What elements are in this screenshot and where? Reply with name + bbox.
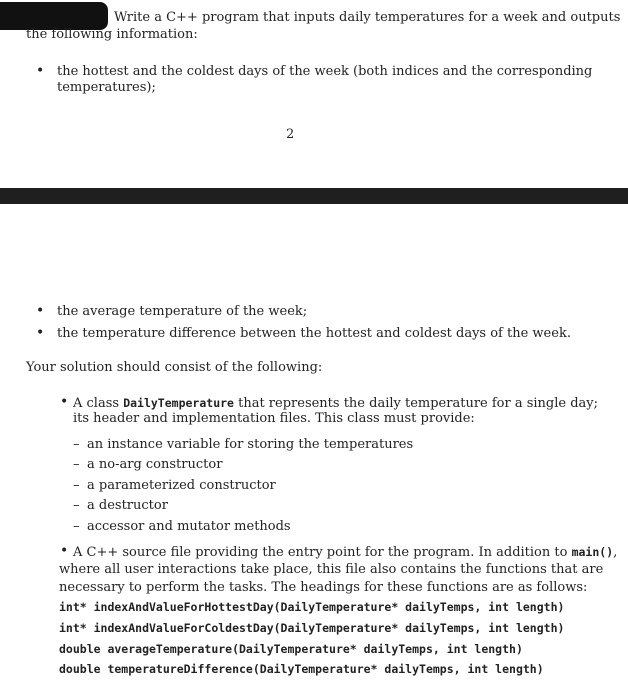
class-item-pre: A class	[73, 396, 124, 411]
bullet-icon: •	[60, 394, 69, 410]
intro-line-2: the following information:	[26, 27, 198, 42]
class-item-post: that represents the daily temperature for a single day;	[233, 396, 599, 411]
source-item-line-1	[73, 544, 617, 561]
redaction-block	[0, 2, 108, 30]
dash-icon: –	[73, 519, 80, 534]
bullet-hottest-coldest-line-2: temperatures);	[57, 80, 156, 95]
main-code: main()	[571, 545, 614, 559]
page-divider	[0, 188, 628, 204]
source-item-post: ,	[613, 545, 618, 560]
class-item-line-1	[73, 395, 598, 412]
bullet-icon: •	[36, 325, 45, 341]
class-item-line-2: its header and implementation files. This class must provide:	[73, 411, 475, 426]
source-item-pre: A C++ source file providing the entry point for the program. In addition to	[73, 545, 572, 560]
intro-line-1: Write a C++ program that inputs daily temperatures for a week and outputs	[114, 10, 621, 25]
bullet-hottest-coldest-line-1: the hottest and the coldest days of the week (both indices and the corresponding	[57, 64, 593, 79]
dash-icon: –	[73, 478, 80, 493]
code-line-average: double averageTemperature(DailyTemperature* dailyTemps, int length)	[59, 642, 523, 656]
page-number: 2	[286, 127, 295, 142]
solution-intro: Your solution should consist of the following:	[26, 360, 323, 375]
class-name-code: DailyTemperature	[123, 396, 234, 410]
bullet-icon: •	[60, 543, 69, 559]
dash-icon: –	[73, 437, 80, 452]
sub-item-instance-variable: an instance variable for storing the temperatures	[87, 437, 414, 452]
dash-icon: –	[73, 498, 80, 513]
code-line-hottest: int* indexAndValueForHottestDay(DailyTemperature* dailyTemps, int length)	[59, 600, 565, 614]
sub-item-parameterized-constructor: a parameterized constructor	[87, 478, 276, 493]
bullet-icon: •	[36, 303, 45, 319]
dash-icon: –	[73, 457, 80, 472]
sub-item-accessor-mutator: accessor and mutator methods	[87, 519, 291, 534]
bullet-difference: the temperature difference between the hottest and coldest days of the week.	[57, 326, 571, 341]
bullet-icon: •	[36, 63, 45, 79]
bullet-average: the average temperature of the week;	[57, 304, 308, 319]
sub-item-no-arg-constructor: a no-arg constructor	[87, 457, 223, 472]
source-item-line-2: where all user interactions take place, this file also contains the functions that are	[59, 562, 604, 577]
source-item-line-3: necessary to perform the tasks. The headings for these functions are as follows:	[59, 580, 588, 595]
code-line-difference: double temperatureDifference(DailyTemperature* dailyTemps, int length)	[59, 662, 544, 676]
code-line-coldest: int* indexAndValueForColdestDay(DailyTemperature* dailyTemps, int length)	[59, 621, 565, 635]
sub-item-destructor: a destructor	[87, 498, 168, 513]
